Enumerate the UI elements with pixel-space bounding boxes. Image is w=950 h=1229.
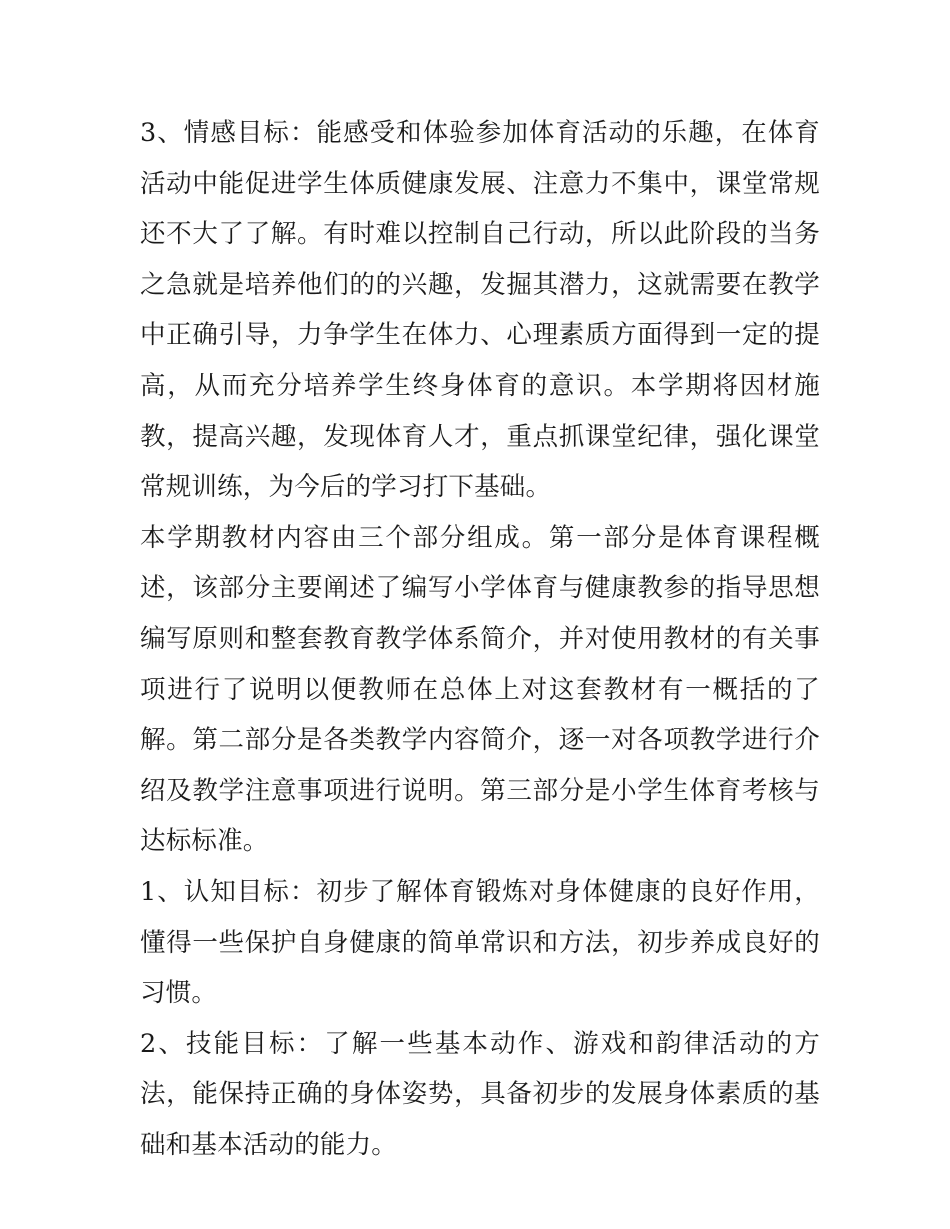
document-body: [140, 108, 820, 1170]
paragraph-textbook-content: 本学期教材内容由三个部分组成。第一部分是体育课程概述，该部分主要阐述了编写小学体育与健康教参的指导思想编写原则和整套教育教学体系简介，并对使用教材的有关事项进行了说明以便教师在总体上对这套教材有一概括的了解。第二部分是各类教学内容简介，逐一对各项教学进行介绍及教学注意事项进行说明。第三部分是小学生体育考核与达标标准。: [140, 522, 820, 857]
paragraph-affective-goal: 3、情感目标：能感受和体验参加体育活动的乐趣，在体育活动中能促进学生体质健康发展、注意力不集中，课堂常规还不大了了解。有时难以控制自己行动，所以此阶段的当务之急就是培养他们的的兴趣，发掘其潜力，这就需要在教学中正确引导，力争学生在体力、心理素质方面得到一定的提高，从而充分培养学生终身体育的意识。本学期将因材施教，提高兴趣，发现体育人才，重点抓课堂纪律，强化课堂常规训练，为今后的学习打下基础。: [140, 118, 820, 503]
paragraph-skill-goal: 2、技能目标：了解一些基本动作、游戏和韵律活动的方法，能保持正确的身体姿势，具备初步的发展身体素质的基础和基本活动的能力。: [140, 1028, 820, 1160]
paragraph-cognitive-goal: 1、认知目标：初步了解体育锻炼对身体健康的良好作用，懂得一些保护自身健康的简单常识和方法，初步养成良好的习惯。: [140, 876, 820, 1009]
